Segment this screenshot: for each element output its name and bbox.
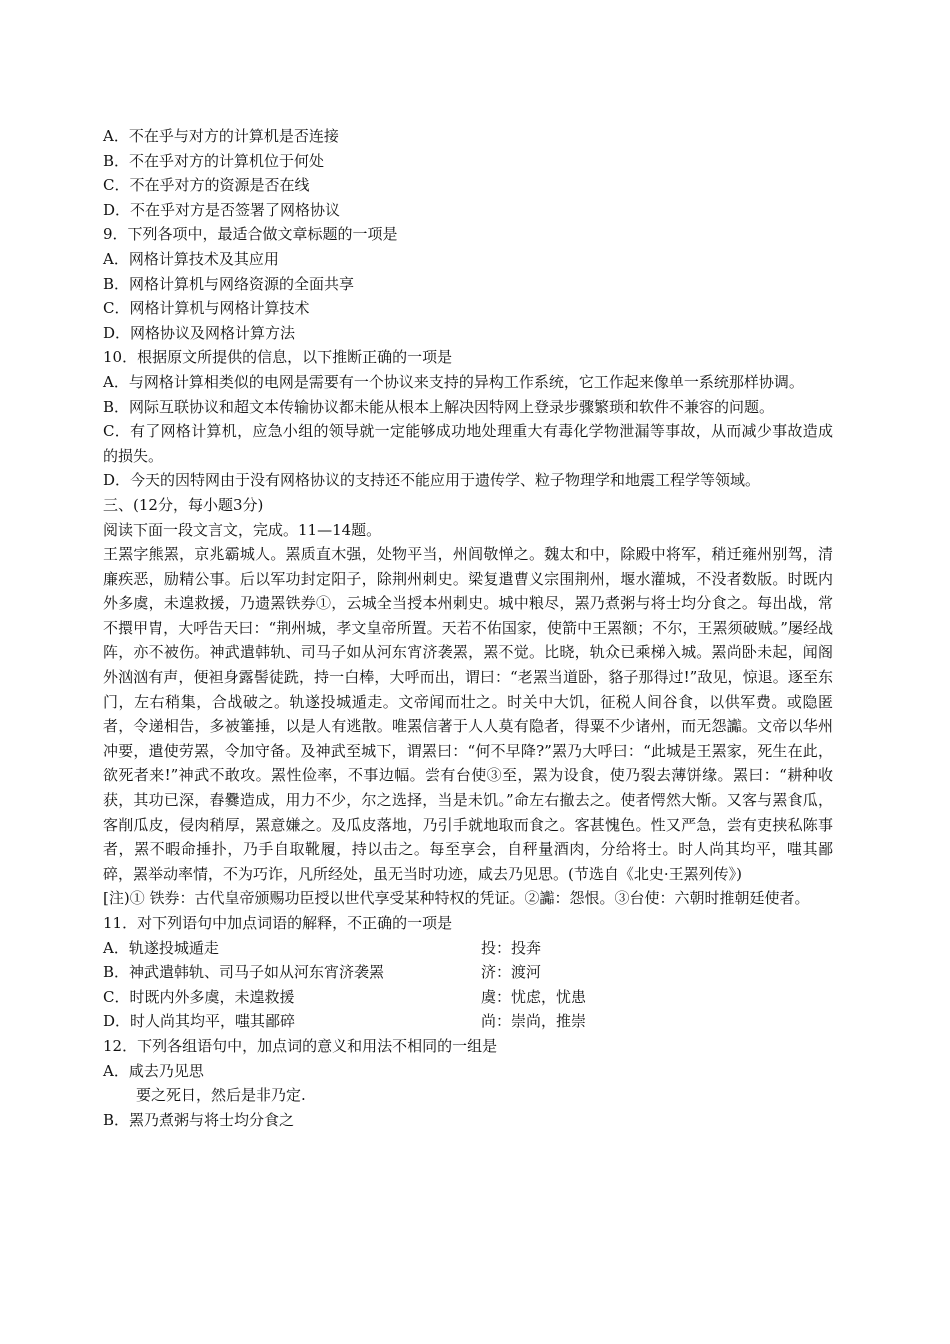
- q8-option-d: D．不在乎对方是否签署了网格协议: [103, 200, 341, 219]
- q8-option-a: A．不在乎与对方的计算机是否连接: [103, 127, 339, 145]
- document-content: [103, 124, 833, 1132]
- section3-instruction: 阅读下面一段文言文，完成。11—14题。: [103, 520, 382, 539]
- q9-option-d: D．网格协议及网格计算方法: [103, 323, 296, 342]
- q9-option-b: B．网格计算机与网络资源的全面共享: [103, 274, 355, 293]
- passage-notes: [注)① 铁券：古代皇帝颁赐功臣授以世代享受某种特权的凭证。②讟：怨恨。③台使：六朝时推朝廷使者。: [103, 889, 810, 908]
- q8-option-c: C．不在乎对方的资源是否在线: [103, 176, 310, 195]
- q11-option-b-gloss: 济：渡河: [481, 963, 542, 982]
- q12-option-a-line2: 要之死日，然后是非乃定.: [136, 1086, 306, 1105]
- q10-option-b: B．网际互联协议和超文本传输协议都未能从根本上解决因特网上登录步骤繁琐和软件不兼容的问题。: [103, 397, 775, 416]
- q10-option-a: A．与网格计算相类似的电网是需要有一个协议来支持的异构工作系统，它工作起来像单一系统那样协调。: [103, 372, 804, 391]
- q11-option-a: [103, 936, 833, 961]
- classical-passage: 王罴字熊罴，京兆霸城人。罴质直木强，处物平当，州闾敬惮之。魏太和中，除殿中将军，稍迁雍州别驾，清廉疾恶，励精公事。后以军功封定阳子，除荆州刺史。梁复遣曹义宗围荆州，堰水灌城，不没者数版。时既内外多虞，未遑救援，乃遗罴铁券①，云城全当授本州刺史。城中粮尽，罴乃煮粥与将士均分食之。每出战，常不擐甲胄，大呼告天曰：“荆州城，孝文皇帝所置。天若不佑国家，使箭中王罴额；不尔，王罴须破贼。”屡经战阵，亦不被伤。神武遣韩轨、司马子如从河东宵济袭罴，罴不觉。比晓，轨众已乘梯入城。罴尚卧未起，闻阁外汹汹有声，便袒身露髻徒跣，持一白棒，大呼而出，谓曰：“老罴当道卧，貉子那得过!”敌见，惊退。逐至东门，左右稍集，合战破之。轨遂投城遁走。文帝闻而壮之。时关中大饥，征税人间谷食，以供军费。或隐匿者，令递相告，多被箠捶，以是人有逃散。唯罴信著于人人莫有隐者，得粟不少诸州，而无怨讟。文帝以华州冲要，遣使劳罴，令加守备。及神武至城下，谓罴曰：“何不早降?”罴乃大呼曰：“此城是王罴家，死生在此，欲死者来!”神武不敢攻。罴性俭率，不事边幅。尝有台使③至，罴为设食，使乃裂去薄饼缘。罴曰：“耕种收获，其功已深，舂爨造成，用力不少，尔之选择，当是未饥。”命左右撤去之。使者愕然大惭。又客与罴食瓜，客削瓜皮，侵肉稍厚，罴意嫌之。及瓜皮落地，乃引手就地取而食之。客甚愧色。性又严急，尝有吏挟私陈事者，罴不暇命捶扑，乃手自取靴履，持以击之。每至享会，自秤量酒肉，分给将士。时人尚其均平，嗤其鄙碎，罴举动率情，不为巧诈，凡所经处，虽无当时功迹，咸去乃见思。(节选自《北史·王罴列传》): [103, 545, 833, 883]
- q10-option-d: D．今天的因特网由于没有网格协议的支持还不能应用于遗传学、粒子物理学和地震工程学等领域。: [103, 471, 761, 490]
- q11-option-b: [103, 960, 833, 985]
- q11-option-c: [103, 985, 833, 1010]
- q9-option-a: A．网格计算技术及其应用: [103, 249, 279, 268]
- q11-option-a-text: A．轨遂投城遁走: [103, 938, 219, 957]
- q11-option-a-gloss: 投：投奔: [481, 938, 542, 957]
- q8-option-b: B．不在乎对方的计算机位于何处: [103, 151, 325, 170]
- q12-stem: 12．下列各组语句中，加点词的意义和用法不相同的一组是: [103, 1036, 498, 1055]
- q9-stem: 9．下列各项中，最适合做文章标题的一项是: [103, 225, 398, 244]
- q12-option-b-line1: B．罴乃煮粥与将士均分食之: [103, 1110, 295, 1129]
- q11-option-d-text: D．时人尚其均平，嗤其鄙碎: [103, 1012, 296, 1031]
- q11-option-d: [103, 1009, 833, 1034]
- q11-option-d-gloss: 尚：崇尚，推崇: [481, 1012, 587, 1031]
- q9-option-c: C．网格计算机与网格计算技术: [103, 299, 310, 318]
- q11-stem: 11．对下列语句中加点词语的解释，不正确的一项是: [103, 914, 453, 932]
- q10-stem: 10．根据原文所提供的信息，以下推断正确的一项是: [103, 348, 453, 367]
- section3-heading: 三、(12分，每小题3分): [103, 495, 264, 514]
- q12-option-a-line1: A．咸去乃见思: [103, 1061, 204, 1080]
- q11-option-b-text: B．神武遣韩轨、司马子如从河东宵济袭罴: [103, 963, 385, 982]
- q10-option-c: C．有了网格计算机，应急小组的领导就一定能够成功地处理重大有毒化学物泄漏等事故，从而减少事故造成的损失。: [103, 422, 833, 465]
- q11-option-c-text: C．时既内外多虞，未遑救援: [103, 987, 295, 1006]
- q11-option-c-gloss: 虞：忧虑，忧患: [481, 987, 587, 1006]
